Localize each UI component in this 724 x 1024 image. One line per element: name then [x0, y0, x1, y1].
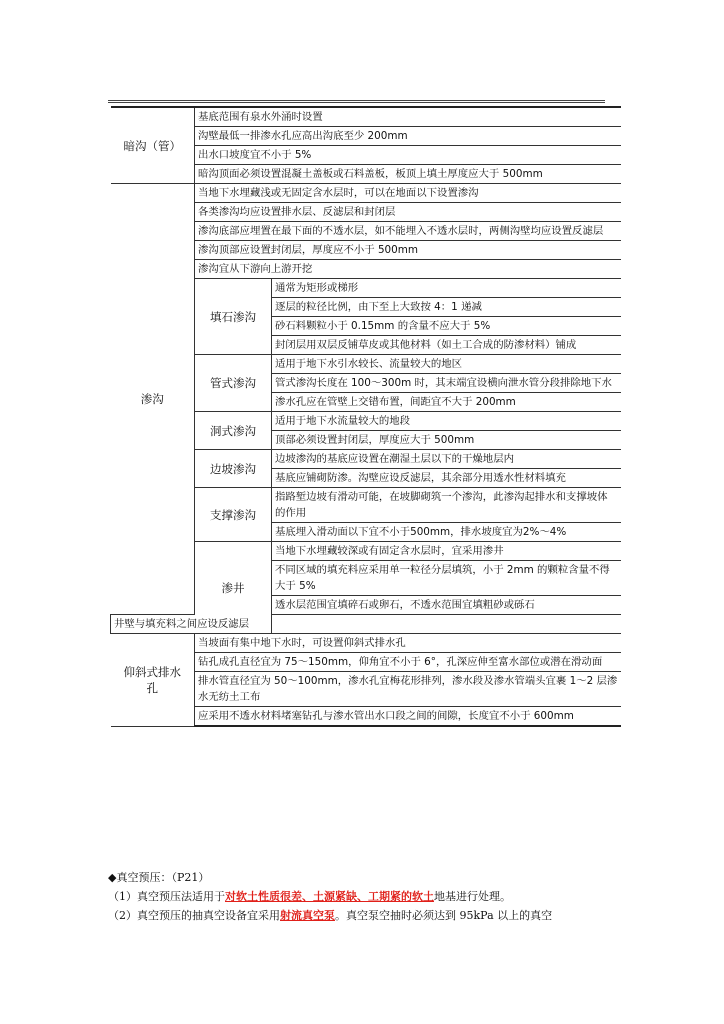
category-yangxie: 仰斜式排水孔 [111, 634, 195, 727]
table-cell: 当地下水埋藏浅或无固定含水层时，可以在地面以下设置渗沟 [195, 184, 621, 203]
notes-item-1 [108, 887, 628, 906]
table-cell: 不同区域的填充料应采用单一粒径分层填筑，小于 2mm 的颗粒含量不得大于 5% [272, 561, 621, 596]
table-row [111, 107, 621, 127]
table-cell: 各类渗沟均应设置排水层、反滤层和封闭层 [195, 203, 621, 222]
table-cell: 渗沟顶部应设置封闭层，厚度应不小于 500mm [195, 241, 621, 260]
table-cell: 应采用不透水材料堵塞钻孔与渗水管出水口段之间的间隙，长度宜不小于 600mm [195, 707, 621, 727]
table-cell: 通常为矩形或梯形 [272, 279, 621, 298]
table-cell: 基底应铺砌防渗。沟壁应设反滤层，其余部分用透水性材料填充 [272, 469, 621, 488]
category-andou: 暗沟（管） [111, 107, 195, 184]
notes-item-2-prefix: （2）真空预压的抽真空设备宜采用 [108, 909, 280, 922]
notes-item-1-suffix: 地基进行处理。 [434, 890, 511, 903]
category-shenjing: 渗井 [195, 542, 272, 634]
vacuum-preloading-notes [108, 868, 628, 925]
subcategory-zhicheng: 支撑渗沟 [195, 488, 272, 542]
table-cell: 渗沟底部应埋置在最下面的不透水层，如不能埋入不透水层时，两侧沟壁均应设置反滤层 [195, 222, 621, 241]
table-cell: 渗水孔应在管壁上交错布置，间距宜不大于 200mm [272, 393, 621, 412]
table-cell: 当地下水埋藏较深或有固定含水层时，宜采用渗井 [272, 542, 621, 561]
header-rule [108, 100, 605, 103]
table-row [111, 634, 621, 653]
category-shengou: 渗沟 [111, 184, 195, 615]
table-cell: 适用于地下水引水较长、流量较大的地区 [272, 355, 621, 374]
notes-item-1-highlight: 对软土性质很差、土源紧缺、工期紧的软土 [225, 890, 434, 903]
table-cell: 边坡渗沟的基底应设置在潮湿土层以下的干燥地层内 [272, 450, 621, 469]
table-cell: 排水管直径宜为 50～100mm，渗水孔宜梅花形排列，渗水段及渗水管端头宜裹 1～2 层渗水无纺土工布 [195, 672, 621, 707]
table-cell: 顶部必须设置封闭层，厚度应大于 500mm [272, 431, 621, 450]
notes-item-2-suffix: 。真空泵空抽时必须达到 95kPa 以上的真空 [335, 909, 553, 922]
table-cell: 基底埋入滑动面以下宜不小于500mm，排水坡度宜为2%～4% [272, 523, 621, 542]
table-cell: 暗沟顶面必须设置混凝土盖板或石料盖板，板顶上填土厚度应大于 500mm [195, 165, 621, 184]
notes-item-1-prefix: （1）真空预压法适用于 [108, 890, 225, 903]
table-cell: 井壁与填充料之间应设反滤层 [111, 615, 272, 634]
table-cell: 逐层的粒径比例，由下至上大致按 4：1 递减 [272, 298, 621, 317]
table-cell: 封闭层用双层反铺草皮或其他材料（如土工合成的防渗材料）铺成 [272, 336, 621, 355]
table-cell: 砂石料颗粒小于 0.15mm 的含量不应大于 5% [272, 317, 621, 336]
notes-item-2 [108, 906, 628, 925]
subcategory-bianpo: 边坡渗沟 [195, 450, 272, 488]
table-cell: 渗沟宜从下游向上游开挖 [195, 260, 621, 279]
subcategory-tianshi: 填石渗沟 [195, 279, 272, 355]
notes-heading: ◆真空预压：（P21） [108, 871, 210, 884]
table-row [111, 615, 621, 634]
table-row [111, 184, 621, 203]
notes-item-2-highlight: 射流真空泵 [280, 909, 335, 922]
table-cell: 管式渗沟长度在 100～300m 时，其末端宜设横向泄水管分段排除地下水 [272, 374, 621, 393]
table-cell: 沟壁最低一排渗水孔应高出沟底至少 200mm [195, 127, 621, 146]
drainage-spec-table [110, 106, 621, 727]
subcategory-guanshi: 管式渗沟 [195, 355, 272, 412]
table-cell: 当坡面有集中地下水时，可设置仰斜式排水孔 [195, 634, 621, 653]
table-cell: 透水层范围宜填碎石或卵石，不透水范围宜填粗砂或砾石 [272, 596, 621, 615]
table-cell: 适用于地下水流量较大的地段 [272, 412, 621, 431]
table-cell: 出水口坡度宜不小于 5% [195, 146, 621, 165]
subcategory-dongshi: 洞式渗沟 [195, 412, 272, 450]
table-cell: 指路堑边坡有滑动可能，在坡脚砌筑一个渗沟，此渗沟起排水和支撑坡体的作用 [272, 488, 621, 523]
table-cell: 钻孔成孔直径宜为 75～150mm，仰角宜不小于 6°，孔深应伸至富水部位或潜在滑动面 [195, 653, 621, 672]
table-cell: 基底范围有泉水外涌时设置 [195, 107, 621, 127]
